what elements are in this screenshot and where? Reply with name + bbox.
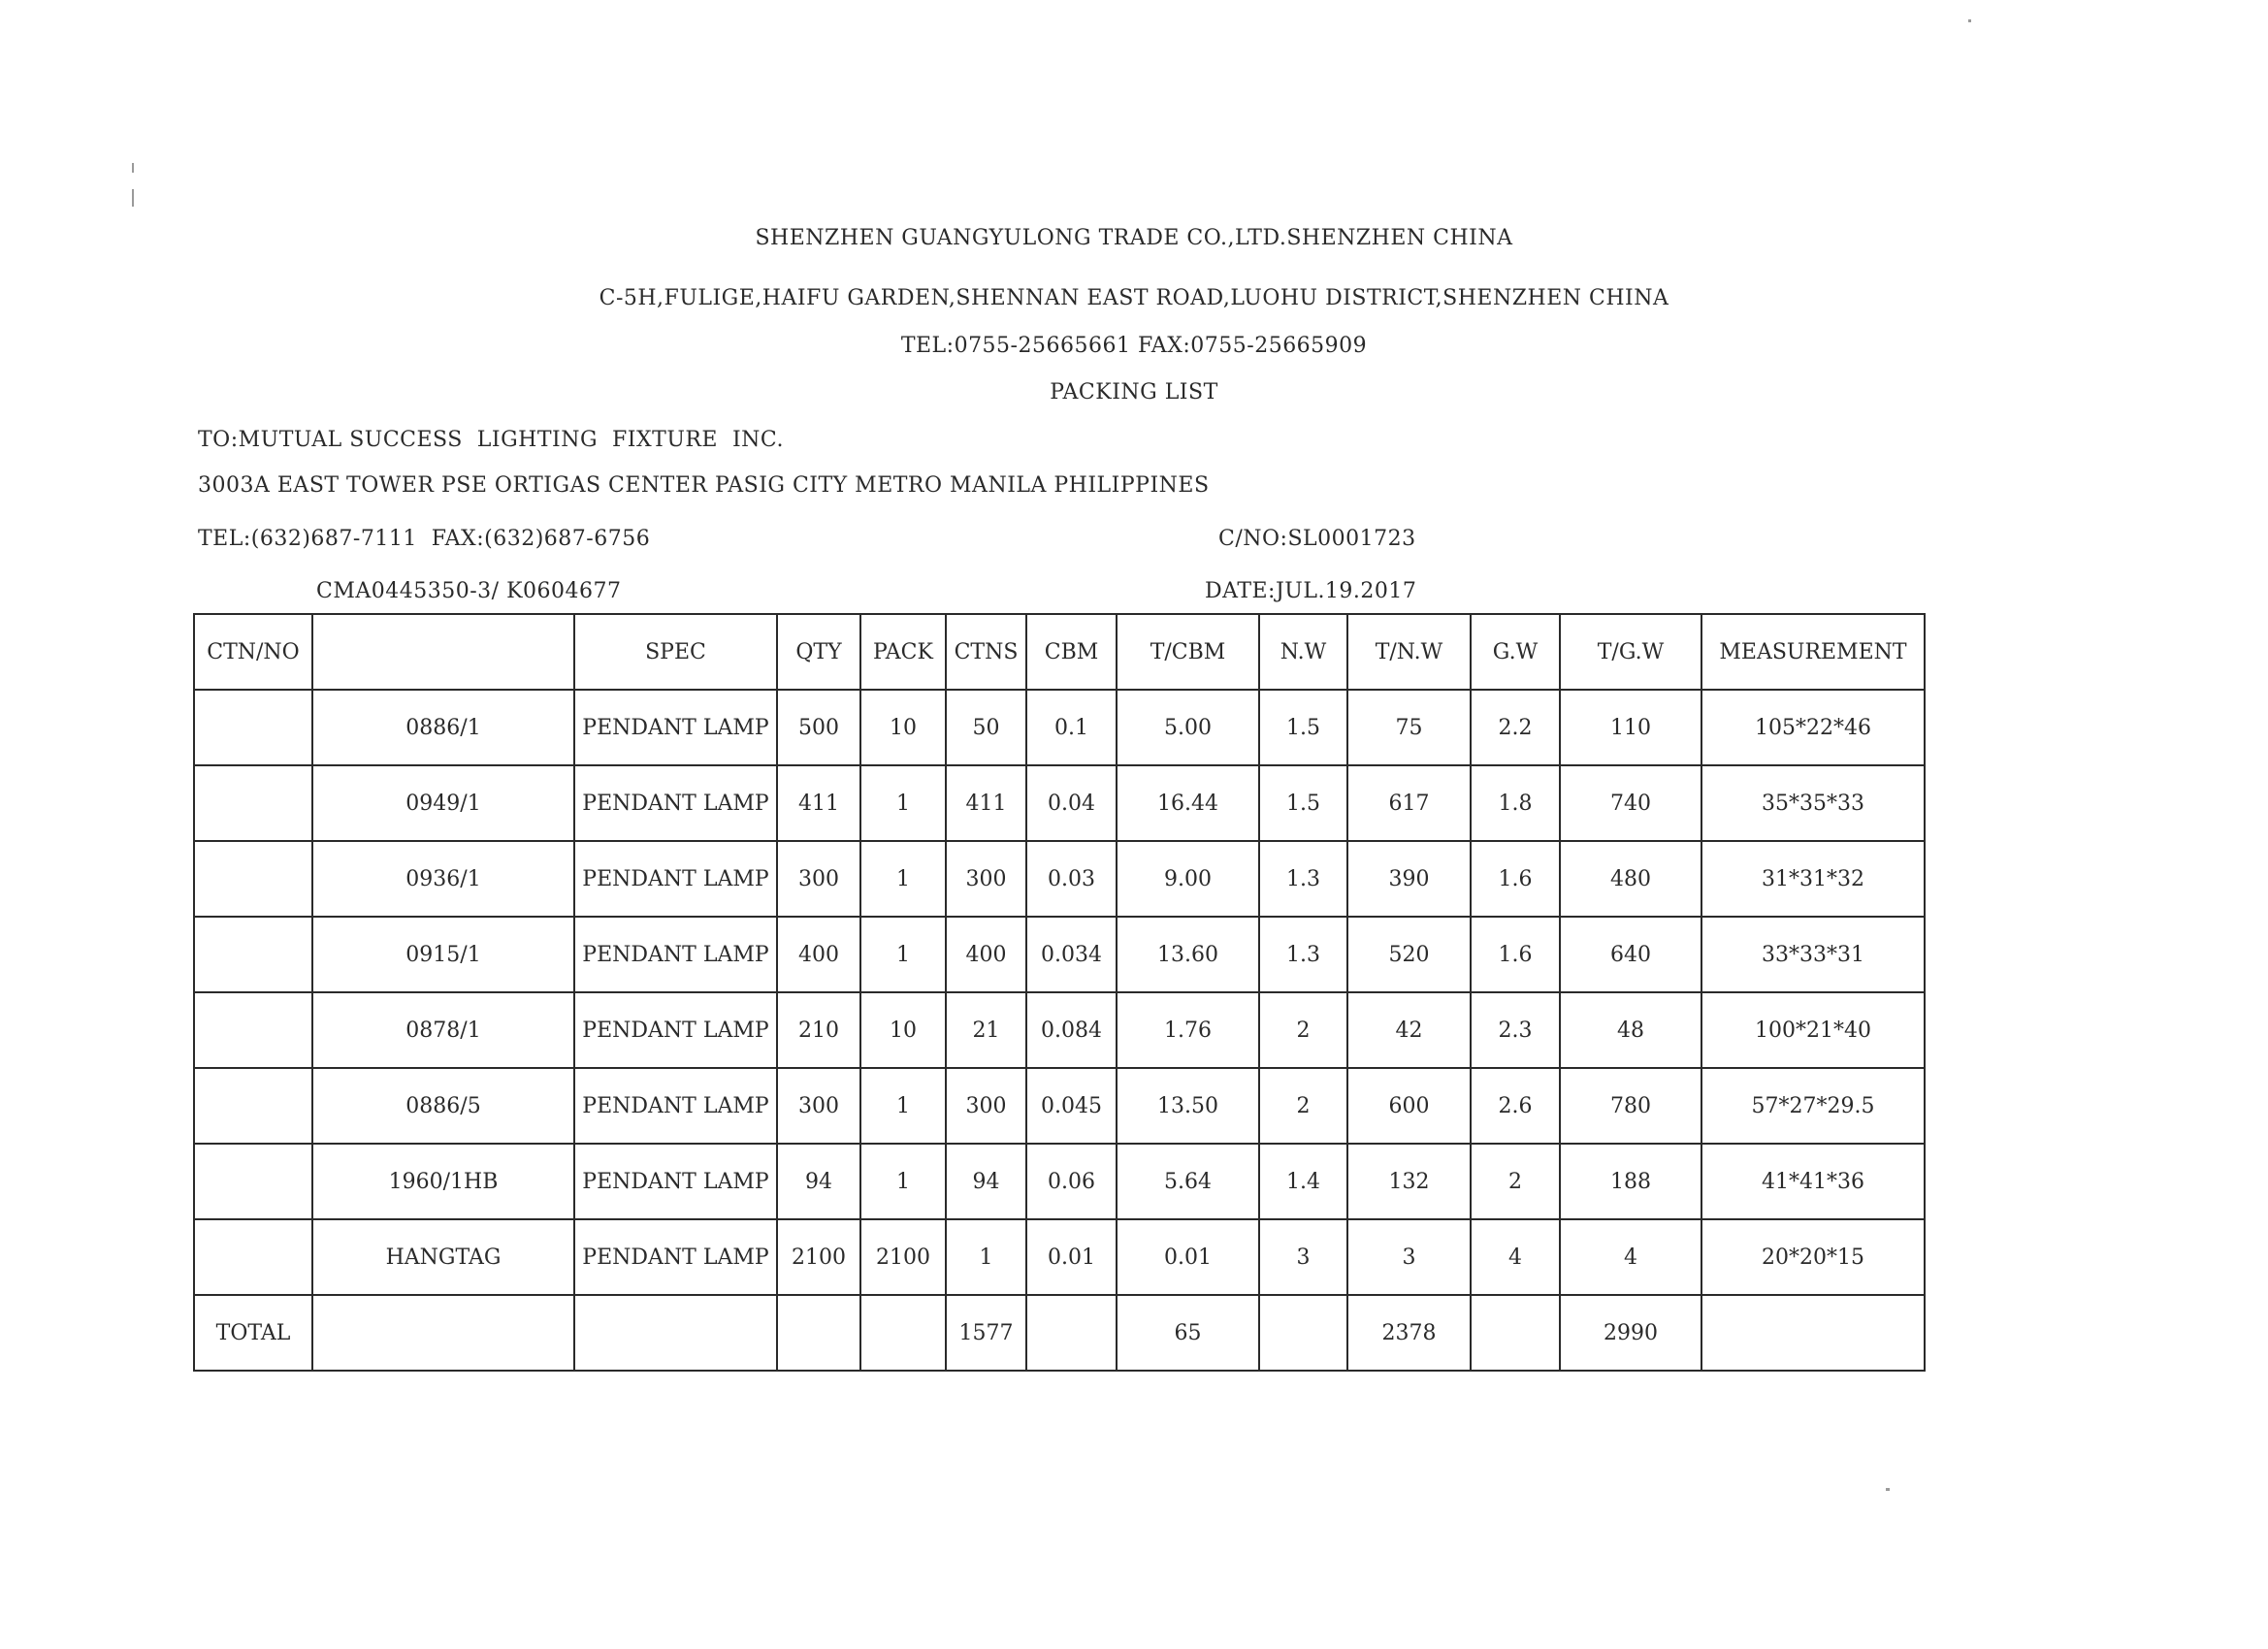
header-cell: QTY bbox=[777, 614, 860, 690]
table-cell: 1 bbox=[860, 841, 946, 917]
total-cell bbox=[574, 1295, 777, 1371]
table-cell: 41*41*36 bbox=[1701, 1144, 1925, 1219]
table-cell: PENDANT LAMP bbox=[574, 1144, 777, 1219]
table-cell: 1960/1HB bbox=[312, 1144, 574, 1219]
table-cell: 780 bbox=[1560, 1068, 1701, 1144]
table-cell: 0936/1 bbox=[312, 841, 574, 917]
table-cell bbox=[194, 765, 312, 841]
table-cell: 13.60 bbox=[1117, 917, 1259, 992]
header-cell: N.W bbox=[1259, 614, 1347, 690]
table-cell: 10 bbox=[860, 690, 946, 765]
shipment-reference: CMA0445350-3/ K0604677 bbox=[316, 579, 622, 603]
table-cell: 0.06 bbox=[1026, 1144, 1117, 1219]
table-cell: 2 bbox=[1471, 1144, 1560, 1219]
table-row bbox=[194, 1144, 1925, 1219]
table-cell: 0.045 bbox=[1026, 1068, 1117, 1144]
table-cell: 1.5 bbox=[1259, 690, 1347, 765]
table-cell: 188 bbox=[1560, 1144, 1701, 1219]
table-cell: 300 bbox=[777, 1068, 860, 1144]
table-cell: 1.3 bbox=[1259, 841, 1347, 917]
table-cell: 132 bbox=[1347, 1144, 1471, 1219]
table-cell: 1.8 bbox=[1471, 765, 1560, 841]
table-row bbox=[194, 1068, 1925, 1144]
scan-speck bbox=[132, 163, 134, 173]
table-header-row bbox=[194, 614, 1925, 690]
document-title: PACKING LIST bbox=[1050, 380, 1218, 404]
total-cell bbox=[1701, 1295, 1925, 1371]
consignee-contact: TEL:(632)687-7111 FAX:(632)687-6756 bbox=[198, 527, 651, 551]
table-cell: 1 bbox=[860, 1068, 946, 1144]
table-cell: 33*33*31 bbox=[1701, 917, 1925, 992]
scan-speck bbox=[1968, 19, 1971, 22]
header-cell: T/N.W bbox=[1347, 614, 1471, 690]
total-cell: 2990 bbox=[1560, 1295, 1701, 1371]
table-cell: 0915/1 bbox=[312, 917, 574, 992]
total-cell bbox=[1471, 1295, 1560, 1371]
scan-speck bbox=[132, 189, 134, 207]
document-date: DATE:JUL.19.2017 bbox=[1205, 579, 1417, 603]
table-cell: 740 bbox=[1560, 765, 1701, 841]
total-cell bbox=[312, 1295, 574, 1371]
table-cell: 48 bbox=[1560, 992, 1701, 1068]
table-cell: 0.034 bbox=[1026, 917, 1117, 992]
table-row bbox=[194, 1219, 1925, 1295]
table-cell: 2100 bbox=[777, 1219, 860, 1295]
total-row bbox=[194, 1295, 1925, 1371]
table-cell: 3 bbox=[1347, 1219, 1471, 1295]
header-cell: CTN/NO bbox=[194, 614, 312, 690]
table-cell: 1 bbox=[860, 917, 946, 992]
header-cell: CBM bbox=[1026, 614, 1117, 690]
table-cell: 1 bbox=[860, 1144, 946, 1219]
table-cell: 1.4 bbox=[1259, 1144, 1347, 1219]
table-cell: 42 bbox=[1347, 992, 1471, 1068]
table-cell: 13.50 bbox=[1117, 1068, 1259, 1144]
table-row bbox=[194, 992, 1925, 1068]
table-cell: 1.6 bbox=[1471, 841, 1560, 917]
consignee-name: TO:MUTUAL SUCCESS LIGHTING FIXTURE INC. bbox=[198, 428, 784, 452]
table-cell: 2 bbox=[1259, 1068, 1347, 1144]
table-cell: 31*31*32 bbox=[1701, 841, 1925, 917]
table-cell: 411 bbox=[777, 765, 860, 841]
table-cell: 1.76 bbox=[1117, 992, 1259, 1068]
table-cell: 2.3 bbox=[1471, 992, 1560, 1068]
table-cell: 94 bbox=[946, 1144, 1026, 1219]
total-cell: 65 bbox=[1117, 1295, 1259, 1371]
table-cell bbox=[194, 690, 312, 765]
table-cell: 2.2 bbox=[1471, 690, 1560, 765]
table-cell: 520 bbox=[1347, 917, 1471, 992]
table-cell: 105*22*46 bbox=[1701, 690, 1925, 765]
table-cell: 50 bbox=[946, 690, 1026, 765]
table-cell: PENDANT LAMP bbox=[574, 917, 777, 992]
table-cell: 400 bbox=[946, 917, 1026, 992]
header-cell: PACK bbox=[860, 614, 946, 690]
table-cell: 100*21*40 bbox=[1701, 992, 1925, 1068]
table-cell: 300 bbox=[946, 841, 1026, 917]
scan-speck bbox=[1886, 1488, 1890, 1491]
company-name: SHENZHEN GUANGYULONG TRADE CO.,LTD.SHENZHEN CHINA bbox=[755, 226, 1513, 250]
table-cell bbox=[194, 841, 312, 917]
header-cell: SPEC bbox=[574, 614, 777, 690]
table-cell: 10 bbox=[860, 992, 946, 1068]
table-cell: 21 bbox=[946, 992, 1026, 1068]
total-cell: 2378 bbox=[1347, 1295, 1471, 1371]
table-cell: PENDANT LAMP bbox=[574, 841, 777, 917]
table-cell: 0.04 bbox=[1026, 765, 1117, 841]
table-cell: 0878/1 bbox=[312, 992, 574, 1068]
table-cell: 617 bbox=[1347, 765, 1471, 841]
table-cell: PENDANT LAMP bbox=[574, 690, 777, 765]
table-cell: 0886/1 bbox=[312, 690, 574, 765]
table-row bbox=[194, 765, 1925, 841]
total-cell: 1577 bbox=[946, 1295, 1026, 1371]
table-cell: HANGTAG bbox=[312, 1219, 574, 1295]
total-cell bbox=[777, 1295, 860, 1371]
table-cell: 110 bbox=[1560, 690, 1701, 765]
table-cell: 1.5 bbox=[1259, 765, 1347, 841]
company-contact: TEL:0755-25665661 FAX:0755-25665909 bbox=[900, 334, 1368, 358]
table-cell: 300 bbox=[777, 841, 860, 917]
table-cell: 2.6 bbox=[1471, 1068, 1560, 1144]
table-cell: 1.3 bbox=[1259, 917, 1347, 992]
table-cell: 20*20*15 bbox=[1701, 1219, 1925, 1295]
table-cell bbox=[194, 1219, 312, 1295]
header-cell: T/CBM bbox=[1117, 614, 1259, 690]
company-address: C-5H,FULIGE,HAIFU GARDEN,SHENNAN EAST ROAD,LUOHU DISTRICT,SHENZHEN CHINA bbox=[599, 286, 1669, 310]
table-cell: 480 bbox=[1560, 841, 1701, 917]
table-cell: 0.01 bbox=[1117, 1219, 1259, 1295]
table-cell: PENDANT LAMP bbox=[574, 1068, 777, 1144]
table-cell: 3 bbox=[1259, 1219, 1347, 1295]
table-cell: 600 bbox=[1347, 1068, 1471, 1144]
table-cell: 411 bbox=[946, 765, 1026, 841]
table-cell: PENDANT LAMP bbox=[574, 992, 777, 1068]
table-cell: 0.01 bbox=[1026, 1219, 1117, 1295]
table-cell: 640 bbox=[1560, 917, 1701, 992]
table-cell bbox=[194, 992, 312, 1068]
header-cell: MEASUREMENT bbox=[1701, 614, 1925, 690]
table-row bbox=[194, 841, 1925, 917]
table-cell: 0.084 bbox=[1026, 992, 1117, 1068]
table-row bbox=[194, 917, 1925, 992]
table-cell: 94 bbox=[777, 1144, 860, 1219]
table-cell: 2 bbox=[1259, 992, 1347, 1068]
table-cell: 0.1 bbox=[1026, 690, 1117, 765]
table-cell: 57*27*29.5 bbox=[1701, 1068, 1925, 1144]
table-cell bbox=[194, 917, 312, 992]
total-cell bbox=[860, 1295, 946, 1371]
table-cell: 2100 bbox=[860, 1219, 946, 1295]
table-cell: 1 bbox=[946, 1219, 1026, 1295]
table-cell: 5.00 bbox=[1117, 690, 1259, 765]
table-cell: 0949/1 bbox=[312, 765, 574, 841]
table-cell: 5.64 bbox=[1117, 1144, 1259, 1219]
table-cell: 9.00 bbox=[1117, 841, 1259, 917]
table-cell: PENDANT LAMP bbox=[574, 1219, 777, 1295]
table-cell: 35*35*33 bbox=[1701, 765, 1925, 841]
header-cell bbox=[312, 614, 574, 690]
consignee-address: 3003A EAST TOWER PSE ORTIGAS CENTER PASIG CITY METRO MANILA PHILIPPINES bbox=[198, 473, 1210, 498]
table-cell: 1 bbox=[860, 765, 946, 841]
table-cell: 75 bbox=[1347, 690, 1471, 765]
table-cell: 500 bbox=[777, 690, 860, 765]
header-cell: CTNS bbox=[946, 614, 1026, 690]
table-cell bbox=[194, 1144, 312, 1219]
header-cell: G.W bbox=[1471, 614, 1560, 690]
table-cell: 0.03 bbox=[1026, 841, 1117, 917]
packing-list-table bbox=[193, 613, 1926, 1372]
table-cell: 390 bbox=[1347, 841, 1471, 917]
table-cell: 16.44 bbox=[1117, 765, 1259, 841]
table-row bbox=[194, 690, 1925, 765]
packing-list-body bbox=[194, 614, 1925, 1371]
total-cell: TOTAL bbox=[194, 1295, 312, 1371]
total-cell bbox=[1259, 1295, 1347, 1371]
table-cell: PENDANT LAMP bbox=[574, 765, 777, 841]
table-cell bbox=[194, 1068, 312, 1144]
table-cell: 210 bbox=[777, 992, 860, 1068]
table-cell: 300 bbox=[946, 1068, 1026, 1144]
header-cell: T/G.W bbox=[1560, 614, 1701, 690]
table-cell: 400 bbox=[777, 917, 860, 992]
table-cell: 4 bbox=[1560, 1219, 1701, 1295]
total-cell bbox=[1026, 1295, 1117, 1371]
table-cell: 1.6 bbox=[1471, 917, 1560, 992]
container-number: C/NO:SL0001723 bbox=[1218, 527, 1416, 551]
table-cell: 0886/5 bbox=[312, 1068, 574, 1144]
table-cell: 4 bbox=[1471, 1219, 1560, 1295]
